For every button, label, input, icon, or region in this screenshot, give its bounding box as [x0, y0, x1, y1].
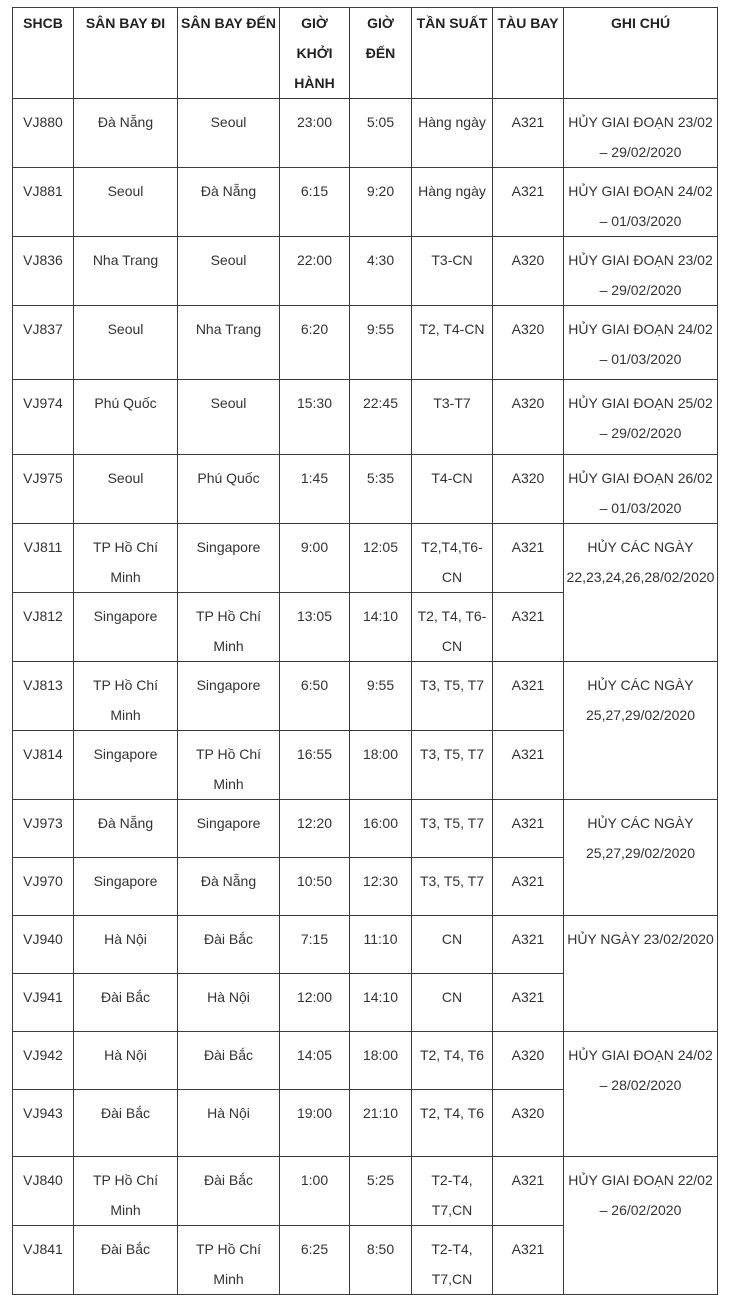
- header-aircraft: TÀU BAY: [493, 8, 564, 99]
- departure-time-cell: 1:00: [280, 1157, 350, 1226]
- table-row: [13, 306, 718, 380]
- departure-time-cell: 9:00: [280, 524, 350, 593]
- arrival-time-cell: 5:35: [350, 455, 412, 524]
- flight-code-cell: VJ840: [13, 1157, 74, 1226]
- aircraft-cell: A320: [493, 380, 564, 455]
- aircraft-cell: A320: [493, 237, 564, 306]
- note-cell: HỦY GIAI ĐOẠN 25/02 – 29/02/2020: [564, 380, 718, 455]
- header-frequency: TẦN SUẤT: [412, 8, 493, 99]
- departure-time-cell: 12:00: [280, 974, 350, 1032]
- note-cell: HỦY GIAI ĐOẠN 22/02 – 26/02/2020: [564, 1157, 718, 1295]
- aircraft-cell: A321: [493, 662, 564, 731]
- flight-code-cell: VJ942: [13, 1032, 74, 1090]
- flight-schedule-table: [12, 7, 718, 1295]
- table-row: [13, 380, 718, 455]
- arrival-time-cell: 11:10: [350, 916, 412, 974]
- departure-airport-cell: Seoul: [74, 306, 178, 380]
- arrival-time-cell: 14:10: [350, 593, 412, 662]
- table-row: [13, 662, 718, 731]
- departure-airport-cell: Hà Nội: [74, 1032, 178, 1090]
- aircraft-cell: A320: [493, 1032, 564, 1090]
- table-row: [13, 168, 718, 237]
- arrival-airport-cell: TP Hồ Chí Minh: [178, 593, 280, 662]
- flight-code-cell: VJ970: [13, 858, 74, 916]
- arrival-time-cell: 9:55: [350, 306, 412, 380]
- departure-airport-cell: Đài Bắc: [74, 974, 178, 1032]
- arrival-airport-cell: Seoul: [178, 237, 280, 306]
- arrival-time-cell: 5:05: [350, 99, 412, 168]
- departure-airport-cell: Seoul: [74, 168, 178, 237]
- departure-time-cell: 1:45: [280, 455, 350, 524]
- arrival-airport-cell: Nha Trang: [178, 306, 280, 380]
- note-cell: HỦY GIAI ĐOẠN 26/02 – 01/03/2020: [564, 455, 718, 524]
- flight-code-cell: VJ814: [13, 731, 74, 800]
- departure-airport-cell: Singapore: [74, 858, 178, 916]
- arrival-airport-cell: Đài Bắc: [178, 916, 280, 974]
- flight-code-cell: VJ974: [13, 380, 74, 455]
- frequency-cell: T2,T4,T6-CN: [412, 524, 493, 593]
- departure-airport-cell: TP Hồ Chí Minh: [74, 662, 178, 731]
- arrival-airport-cell: TP Hồ Chí Minh: [178, 1226, 280, 1295]
- flight-code-cell: VJ813: [13, 662, 74, 731]
- departure-time-cell: 6:50: [280, 662, 350, 731]
- aircraft-cell: A321: [493, 858, 564, 916]
- arrival-time-cell: 9:20: [350, 168, 412, 237]
- frequency-cell: T2-T4, T7,CN: [412, 1157, 493, 1226]
- arrival-time-cell: 16:00: [350, 800, 412, 858]
- departure-airport-cell: Đài Bắc: [74, 1090, 178, 1157]
- arrival-airport-cell: Singapore: [178, 662, 280, 731]
- departure-airport-cell: Đài Bắc: [74, 1226, 178, 1295]
- flight-code-cell: VJ941: [13, 974, 74, 1032]
- header-departure-airport: SÂN BAY ĐI: [74, 8, 178, 99]
- header-departure-time: GIỜ KHỞI HÀNH: [280, 8, 350, 99]
- arrival-airport-cell: Singapore: [178, 524, 280, 593]
- flight-code-cell: VJ836: [13, 237, 74, 306]
- departure-airport-cell: Phú Quốc: [74, 380, 178, 455]
- arrival-airport-cell: Đà Nẵng: [178, 168, 280, 237]
- aircraft-cell: A321: [493, 974, 564, 1032]
- note-cell: HỦY GIAI ĐOẠN 24/02 – 01/03/2020: [564, 168, 718, 237]
- frequency-cell: T2, T4, T6-CN: [412, 593, 493, 662]
- flight-code-cell: VJ940: [13, 916, 74, 974]
- arrival-airport-cell: Đài Bắc: [178, 1157, 280, 1226]
- frequency-cell: Hàng ngày: [412, 168, 493, 237]
- arrival-time-cell: 4:30: [350, 237, 412, 306]
- flight-code-cell: VJ837: [13, 306, 74, 380]
- arrival-airport-cell: TP Hồ Chí Minh: [178, 731, 280, 800]
- table-row: [13, 455, 718, 524]
- aircraft-cell: A321: [493, 99, 564, 168]
- flight-code-cell: VJ881: [13, 168, 74, 237]
- aircraft-cell: A321: [493, 1157, 564, 1226]
- frequency-cell: T4-CN: [412, 455, 493, 524]
- note-cell: HỦY GIAI ĐOẠN 24/02 – 01/03/2020: [564, 306, 718, 380]
- note-cell: HỦY NGÀY 23/02/2020: [564, 916, 718, 1032]
- aircraft-cell: A321: [493, 916, 564, 974]
- flight-code-cell: VJ943: [13, 1090, 74, 1157]
- departure-time-cell: 15:30: [280, 380, 350, 455]
- aircraft-cell: A321: [493, 168, 564, 237]
- table-row: [13, 800, 718, 858]
- departure-time-cell: 23:00: [280, 99, 350, 168]
- arrival-time-cell: 9:55: [350, 662, 412, 731]
- arrival-airport-cell: Đài Bắc: [178, 1032, 280, 1090]
- departure-airport-cell: Hà Nội: [74, 916, 178, 974]
- departure-airport-cell: TP Hồ Chí Minh: [74, 524, 178, 593]
- departure-time-cell: 6:20: [280, 306, 350, 380]
- frequency-cell: T3, T5, T7: [412, 662, 493, 731]
- arrival-airport-cell: Hà Nội: [178, 974, 280, 1032]
- note-cell: HỦY CÁC NGÀY 22,23,24,26,28/02/2020: [564, 524, 718, 662]
- flight-rows: [13, 99, 718, 1295]
- arrival-airport-cell: Phú Quốc: [178, 455, 280, 524]
- frequency-cell: T3-T7: [412, 380, 493, 455]
- frequency-cell: T2, T4, T6: [412, 1032, 493, 1090]
- departure-airport-cell: Seoul: [74, 455, 178, 524]
- note-cell: HỦY GIAI ĐOẠN 23/02 – 29/02/2020: [564, 237, 718, 306]
- frequency-cell: T3, T5, T7: [412, 731, 493, 800]
- note-cell: HỦY GIAI ĐOẠN 23/02 – 29/02/2020: [564, 99, 718, 168]
- frequency-cell: Hàng ngày: [412, 99, 493, 168]
- departure-time-cell: 13:05: [280, 593, 350, 662]
- departure-airport-cell: Đà Nẵng: [74, 99, 178, 168]
- arrival-time-cell: 22:45: [350, 380, 412, 455]
- departure-time-cell: 22:00: [280, 237, 350, 306]
- departure-time-cell: 14:05: [280, 1032, 350, 1090]
- note-cell: HỦY GIAI ĐOẠN 24/02 – 28/02/2020: [564, 1032, 718, 1157]
- table-row: [13, 524, 718, 593]
- frequency-cell: T2-T4, T7,CN: [412, 1226, 493, 1295]
- frequency-cell: CN: [412, 916, 493, 974]
- flight-code-cell: VJ880: [13, 99, 74, 168]
- departure-time-cell: 10:50: [280, 858, 350, 916]
- header-arrival-time: GIỜ ĐẾN: [350, 8, 412, 99]
- arrival-time-cell: 12:05: [350, 524, 412, 593]
- aircraft-cell: A320: [493, 306, 564, 380]
- table-row: [13, 1157, 718, 1226]
- header-note: GHI CHÚ: [564, 8, 718, 99]
- aircraft-cell: A321: [493, 800, 564, 858]
- arrival-airport-cell: Hà Nội: [178, 1090, 280, 1157]
- flight-code-cell: VJ811: [13, 524, 74, 593]
- departure-time-cell: 19:00: [280, 1090, 350, 1157]
- departure-airport-cell: TP Hồ Chí Minh: [74, 1157, 178, 1226]
- aircraft-cell: A320: [493, 455, 564, 524]
- arrival-time-cell: 5:25: [350, 1157, 412, 1226]
- frequency-cell: T3, T5, T7: [412, 800, 493, 858]
- aircraft-cell: A321: [493, 1226, 564, 1295]
- frequency-cell: T2, T4-CN: [412, 306, 493, 380]
- departure-time-cell: 16:55: [280, 731, 350, 800]
- departure-time-cell: 6:25: [280, 1226, 350, 1295]
- departure-airport-cell: Singapore: [74, 731, 178, 800]
- header-shcb: SHCB: [13, 8, 74, 99]
- arrival-time-cell: 12:30: [350, 858, 412, 916]
- aircraft-cell: A320: [493, 1090, 564, 1157]
- arrival-time-cell: 21:10: [350, 1090, 412, 1157]
- arrival-time-cell: 8:50: [350, 1226, 412, 1295]
- note-cell: HỦY CÁC NGÀY 25,27,29/02/2020: [564, 800, 718, 916]
- arrival-airport-cell: Singapore: [178, 800, 280, 858]
- frequency-cell: CN: [412, 974, 493, 1032]
- flight-code-cell: VJ975: [13, 455, 74, 524]
- table-row: [13, 916, 718, 974]
- flight-code-cell: VJ841: [13, 1226, 74, 1295]
- departure-time-cell: 12:20: [280, 800, 350, 858]
- flight-code-cell: VJ812: [13, 593, 74, 662]
- frequency-cell: T2, T4, T6: [412, 1090, 493, 1157]
- flight-code-cell: VJ973: [13, 800, 74, 858]
- header-arrival-airport: SÂN BAY ĐẾN: [178, 8, 280, 99]
- departure-time-cell: 6:15: [280, 168, 350, 237]
- aircraft-cell: A321: [493, 593, 564, 662]
- arrival-airport-cell: Đà Nẵng: [178, 858, 280, 916]
- note-cell: HỦY CÁC NGÀY 25,27,29/02/2020: [564, 662, 718, 800]
- table-row: [13, 1032, 718, 1090]
- frequency-cell: T3-CN: [412, 237, 493, 306]
- arrival-time-cell: 14:10: [350, 974, 412, 1032]
- aircraft-cell: A321: [493, 731, 564, 800]
- arrival-time-cell: 18:00: [350, 1032, 412, 1090]
- arrival-time-cell: 18:00: [350, 731, 412, 800]
- departure-airport-cell: Đà Nẵng: [74, 800, 178, 858]
- frequency-cell: T3, T5, T7: [412, 858, 493, 916]
- arrival-airport-cell: Seoul: [178, 380, 280, 455]
- departure-airport-cell: Singapore: [74, 593, 178, 662]
- departure-airport-cell: Nha Trang: [74, 237, 178, 306]
- aircraft-cell: A321: [493, 524, 564, 593]
- table-row: [13, 99, 718, 168]
- arrival-airport-cell: Seoul: [178, 99, 280, 168]
- table-row: [13, 237, 718, 306]
- departure-time-cell: 7:15: [280, 916, 350, 974]
